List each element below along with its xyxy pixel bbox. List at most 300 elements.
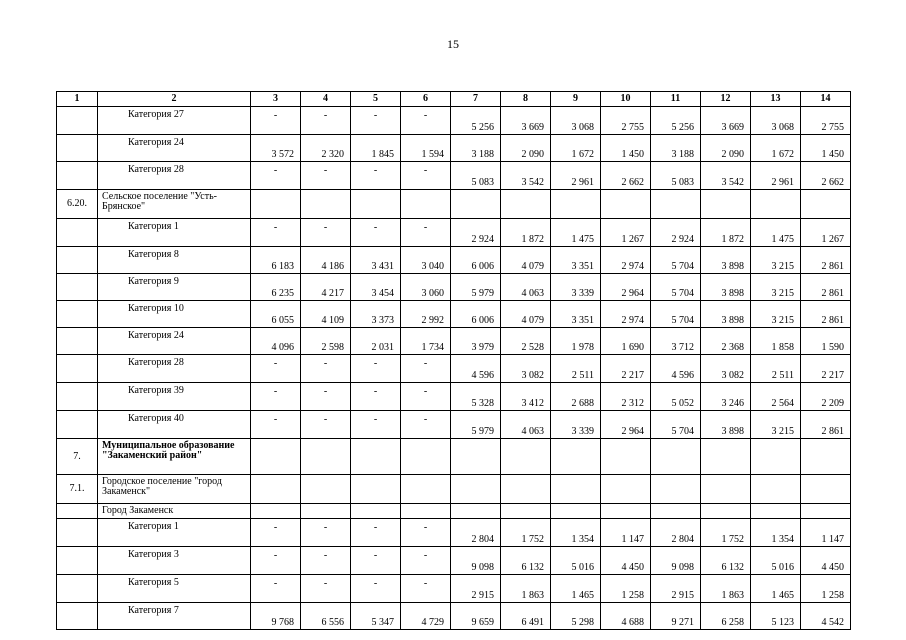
value-cell: - (401, 107, 451, 135)
value-cell: 2 992 (401, 301, 451, 328)
value-cell: 3 040 (401, 247, 451, 274)
value-cell (601, 504, 651, 519)
value-cell: 1 858 (751, 328, 801, 355)
value-cell: 3 898 (701, 411, 751, 439)
row-name: Категория 24 (98, 328, 251, 355)
value-cell: 4 063 (501, 411, 551, 439)
value-cell: 2 312 (601, 383, 651, 411)
value-cell: 1 354 (751, 519, 801, 547)
value-cell (551, 475, 601, 504)
value-cell: 3 068 (551, 107, 601, 135)
value-cell: 1 258 (601, 575, 651, 603)
value-cell (451, 190, 501, 219)
value-cell: 3 246 (701, 383, 751, 411)
column-header: 2 (98, 92, 251, 107)
value-cell: 2 368 (701, 328, 751, 355)
value-cell: 6 132 (701, 547, 751, 575)
value-cell: 2 804 (651, 519, 701, 547)
value-cell (301, 190, 351, 219)
column-header: 6 (401, 92, 451, 107)
row-name: Категория 10 (98, 301, 251, 328)
value-cell: - (251, 383, 301, 411)
value-cell (651, 475, 701, 504)
value-cell: 2 662 (601, 162, 651, 190)
value-cell: 4 079 (501, 301, 551, 328)
row-name: Категория 9 (98, 274, 251, 301)
value-cell (701, 190, 751, 219)
value-cell (701, 504, 751, 519)
value-cell: - (351, 519, 401, 547)
value-cell: 3 068 (751, 107, 801, 135)
value-cell: 5 704 (651, 301, 701, 328)
value-cell: 4 729 (401, 603, 451, 630)
value-cell: 9 659 (451, 603, 501, 630)
table-row (57, 383, 851, 411)
value-cell: 5 704 (651, 411, 701, 439)
value-cell: 4 542 (801, 603, 851, 630)
value-cell: 2 511 (751, 355, 801, 383)
value-cell (801, 504, 851, 519)
table-row (57, 328, 851, 355)
page-number: 15 (447, 37, 459, 51)
value-cell: 5 083 (451, 162, 501, 190)
value-cell: 1 267 (801, 219, 851, 247)
value-cell (551, 439, 601, 475)
table-row (57, 107, 851, 135)
value-cell: 4 063 (501, 274, 551, 301)
value-cell: 2 217 (801, 355, 851, 383)
value-cell: 3 188 (651, 135, 701, 162)
value-cell: 3 431 (351, 247, 401, 274)
value-cell: 5 979 (451, 411, 501, 439)
table-row (57, 603, 851, 630)
row-code (57, 247, 98, 274)
value-cell: 1 590 (801, 328, 851, 355)
value-cell: 5 347 (351, 603, 401, 630)
value-cell: 1 872 (501, 219, 551, 247)
value-cell: 2 564 (751, 383, 801, 411)
row-code (57, 328, 98, 355)
value-cell: 5 298 (551, 603, 601, 630)
value-cell: 2 511 (551, 355, 601, 383)
row-code (57, 504, 98, 519)
value-cell: 3 060 (401, 274, 451, 301)
value-cell: 3 542 (701, 162, 751, 190)
value-cell: 5 256 (451, 107, 501, 135)
value-cell (651, 190, 701, 219)
value-cell: 3 339 (551, 274, 601, 301)
value-cell: - (351, 547, 401, 575)
value-cell: 3 339 (551, 411, 601, 439)
value-cell: - (351, 162, 401, 190)
value-cell: 1 845 (351, 135, 401, 162)
value-cell: 3 454 (351, 274, 401, 301)
row-name: Категория 7 (98, 603, 251, 630)
row-code (57, 301, 98, 328)
value-cell: 4 450 (601, 547, 651, 575)
value-cell: 3 412 (501, 383, 551, 411)
value-cell (501, 475, 551, 504)
value-cell: - (401, 519, 451, 547)
table-row (57, 475, 851, 504)
row-name: Категория 3 (98, 547, 251, 575)
value-cell: 5 704 (651, 247, 701, 274)
row-name: Категория 1 (98, 219, 251, 247)
column-header: 3 (251, 92, 301, 107)
value-cell: 1 258 (801, 575, 851, 603)
value-cell (451, 475, 501, 504)
value-cell (451, 504, 501, 519)
row-name: Категория 28 (98, 355, 251, 383)
value-cell: 2 090 (701, 135, 751, 162)
column-header: 7 (451, 92, 501, 107)
value-cell (501, 190, 551, 219)
table-row (57, 274, 851, 301)
column-header: 5 (351, 92, 401, 107)
table-row (57, 519, 851, 547)
value-cell: 4 186 (301, 247, 351, 274)
table-row (57, 547, 851, 575)
value-cell: 1 690 (601, 328, 651, 355)
value-cell: 2 688 (551, 383, 601, 411)
value-cell: 9 271 (651, 603, 701, 630)
value-cell (401, 439, 451, 475)
row-code (57, 107, 98, 135)
value-cell: 1 475 (551, 219, 601, 247)
value-cell (301, 439, 351, 475)
value-cell: 4 109 (301, 301, 351, 328)
value-cell: 3 898 (701, 301, 751, 328)
table-row (57, 575, 851, 603)
value-cell: 2 924 (451, 219, 501, 247)
value-cell: 1 752 (501, 519, 551, 547)
row-name: Категория 39 (98, 383, 251, 411)
value-cell: 6 235 (251, 274, 301, 301)
value-cell (751, 190, 801, 219)
value-cell: 3 542 (501, 162, 551, 190)
value-cell: 5 704 (651, 274, 701, 301)
value-cell (601, 439, 651, 475)
value-cell (351, 190, 401, 219)
value-cell: 2 861 (801, 301, 851, 328)
value-cell: - (301, 383, 351, 411)
value-cell: 1 465 (751, 575, 801, 603)
column-header: 14 (801, 92, 851, 107)
value-cell: 4 450 (801, 547, 851, 575)
value-cell (501, 504, 551, 519)
value-cell: 6 183 (251, 247, 301, 274)
value-cell: 3 215 (751, 301, 801, 328)
row-code (57, 355, 98, 383)
value-cell (751, 475, 801, 504)
value-cell (251, 190, 301, 219)
value-cell (351, 504, 401, 519)
value-cell: 5 979 (451, 274, 501, 301)
row-code (57, 274, 98, 301)
row-name: Категория 24 (98, 135, 251, 162)
table-row (57, 355, 851, 383)
table-row (57, 190, 851, 219)
value-cell: 4 596 (651, 355, 701, 383)
value-cell (401, 475, 451, 504)
value-cell: 3 898 (701, 247, 751, 274)
value-cell: - (401, 162, 451, 190)
value-cell: - (301, 519, 351, 547)
value-cell: 6 006 (451, 247, 501, 274)
column-header: 8 (501, 92, 551, 107)
value-cell: 5 016 (751, 547, 801, 575)
value-cell (651, 504, 701, 519)
value-cell: 1 672 (751, 135, 801, 162)
value-cell: 2 974 (601, 247, 651, 274)
value-cell: - (251, 219, 301, 247)
column-header: 11 (651, 92, 701, 107)
value-cell: 2 964 (601, 274, 651, 301)
value-cell: 3 351 (551, 247, 601, 274)
value-cell: - (351, 575, 401, 603)
value-cell: 3 669 (701, 107, 751, 135)
value-cell: 2 528 (501, 328, 551, 355)
value-cell: 2 861 (801, 247, 851, 274)
column-header: 10 (601, 92, 651, 107)
value-cell (601, 190, 651, 219)
value-cell: - (301, 411, 351, 439)
value-cell: 1 863 (501, 575, 551, 603)
value-cell: 1 465 (551, 575, 601, 603)
value-cell: 3 979 (451, 328, 501, 355)
value-cell: - (251, 411, 301, 439)
value-cell (351, 475, 401, 504)
value-cell: - (401, 355, 451, 383)
value-cell: 1 267 (601, 219, 651, 247)
value-cell (751, 504, 801, 519)
value-cell: 3 082 (501, 355, 551, 383)
value-cell: 6 006 (451, 301, 501, 328)
value-cell: 1 863 (701, 575, 751, 603)
value-cell: 1 752 (701, 519, 751, 547)
value-cell: 6 556 (301, 603, 351, 630)
value-cell: 2 217 (601, 355, 651, 383)
value-cell: - (251, 519, 301, 547)
value-cell: - (401, 411, 451, 439)
value-cell: 5 123 (751, 603, 801, 630)
row-name: Категория 27 (98, 107, 251, 135)
value-cell: - (351, 107, 401, 135)
column-header: 12 (701, 92, 751, 107)
value-cell: - (301, 355, 351, 383)
value-cell: 9 098 (651, 547, 701, 575)
value-cell: 4 079 (501, 247, 551, 274)
row-name: Муниципальное образование "Закаменский район" (98, 439, 251, 475)
value-cell: 1 147 (801, 519, 851, 547)
value-cell: 6 132 (501, 547, 551, 575)
value-cell: 3 188 (451, 135, 501, 162)
value-cell: 1 475 (751, 219, 801, 247)
value-cell: - (251, 355, 301, 383)
row-code (57, 603, 98, 630)
value-cell: - (301, 575, 351, 603)
column-header: 9 (551, 92, 601, 107)
value-cell: 3 351 (551, 301, 601, 328)
table-row (57, 301, 851, 328)
value-cell: 3 373 (351, 301, 401, 328)
value-cell: 1 147 (601, 519, 651, 547)
value-cell: 1 450 (601, 135, 651, 162)
value-cell: 2 662 (801, 162, 851, 190)
row-name: Категория 28 (98, 162, 251, 190)
row-code (57, 547, 98, 575)
value-cell: 2 755 (601, 107, 651, 135)
value-cell: - (301, 107, 351, 135)
value-cell: - (401, 575, 451, 603)
row-name: Категория 1 (98, 519, 251, 547)
row-name: Категория 40 (98, 411, 251, 439)
value-cell: - (401, 383, 451, 411)
value-cell (251, 475, 301, 504)
value-cell: 5 052 (651, 383, 701, 411)
value-cell: 3 082 (701, 355, 751, 383)
value-cell: 9 098 (451, 547, 501, 575)
value-cell: - (401, 547, 451, 575)
row-code: 7. (57, 439, 98, 475)
value-cell: - (401, 219, 451, 247)
table-row (57, 135, 851, 162)
tariff-table (56, 91, 851, 630)
value-cell: 2 320 (301, 135, 351, 162)
value-cell: - (351, 219, 401, 247)
value-cell: 1 594 (401, 135, 451, 162)
value-cell (501, 439, 551, 475)
value-cell: 2 861 (801, 274, 851, 301)
value-cell (551, 190, 601, 219)
value-cell (801, 190, 851, 219)
row-name: Городское поселение "город Закаменск" (98, 475, 251, 504)
value-cell: 6 258 (701, 603, 751, 630)
value-cell: 2 598 (301, 328, 351, 355)
value-cell (701, 439, 751, 475)
value-cell: 2 804 (451, 519, 501, 547)
row-code: 6.20. (57, 190, 98, 219)
value-cell: 4 217 (301, 274, 351, 301)
table-row (57, 504, 851, 519)
value-cell (701, 475, 751, 504)
value-cell: 2 090 (501, 135, 551, 162)
value-cell: 3 215 (751, 247, 801, 274)
value-cell: 2 915 (451, 575, 501, 603)
value-cell: - (251, 547, 301, 575)
value-cell: 1 978 (551, 328, 601, 355)
value-cell: 1 354 (551, 519, 601, 547)
value-cell: 4 096 (251, 328, 301, 355)
value-cell: 4 596 (451, 355, 501, 383)
value-cell (601, 475, 651, 504)
row-code (57, 162, 98, 190)
value-cell: - (251, 107, 301, 135)
value-cell: 2 961 (551, 162, 601, 190)
value-cell (401, 190, 451, 219)
value-cell: 5 256 (651, 107, 701, 135)
value-cell (251, 504, 301, 519)
column-header: 13 (751, 92, 801, 107)
value-cell (251, 439, 301, 475)
value-cell (401, 504, 451, 519)
value-cell: 5 083 (651, 162, 701, 190)
value-cell: 9 768 (251, 603, 301, 630)
value-cell: 2 861 (801, 411, 851, 439)
header-row (57, 92, 851, 107)
row-name: Категория 5 (98, 575, 251, 603)
table-row (57, 247, 851, 274)
value-cell (801, 439, 851, 475)
value-cell (751, 439, 801, 475)
value-cell: 1 734 (401, 328, 451, 355)
value-cell: 3 572 (251, 135, 301, 162)
row-code (57, 219, 98, 247)
row-code (57, 135, 98, 162)
value-cell: 2 924 (651, 219, 701, 247)
value-cell: - (301, 547, 351, 575)
value-cell: 1 872 (701, 219, 751, 247)
value-cell (351, 439, 401, 475)
row-code: 7.1. (57, 475, 98, 504)
value-cell: 6 491 (501, 603, 551, 630)
value-cell: 3 712 (651, 328, 701, 355)
value-cell (451, 439, 501, 475)
value-cell: 3 215 (751, 411, 801, 439)
row-name: Категория 8 (98, 247, 251, 274)
value-cell: 3 215 (751, 274, 801, 301)
value-cell: 5 328 (451, 383, 501, 411)
value-cell: 5 016 (551, 547, 601, 575)
value-cell (551, 504, 601, 519)
value-cell (301, 475, 351, 504)
value-cell: 2 915 (651, 575, 701, 603)
value-cell: 3 669 (501, 107, 551, 135)
value-cell: 6 055 (251, 301, 301, 328)
value-cell (801, 475, 851, 504)
value-cell: 2 961 (751, 162, 801, 190)
value-cell: 1 672 (551, 135, 601, 162)
value-cell: - (251, 162, 301, 190)
value-cell: 2 974 (601, 301, 651, 328)
row-code (57, 411, 98, 439)
value-cell: - (351, 411, 401, 439)
table-row (57, 411, 851, 439)
value-cell: 2 755 (801, 107, 851, 135)
value-cell: - (351, 355, 401, 383)
column-header: 4 (301, 92, 351, 107)
row-code (57, 519, 98, 547)
row-name: Сельское поселение "Усть-Брянское" (98, 190, 251, 219)
value-cell: 4 688 (601, 603, 651, 630)
value-cell (651, 439, 701, 475)
value-cell: - (251, 575, 301, 603)
value-cell: - (351, 383, 401, 411)
value-cell: 1 450 (801, 135, 851, 162)
value-cell: - (301, 219, 351, 247)
row-name: Город Закаменск (98, 504, 251, 519)
value-cell: 2 031 (351, 328, 401, 355)
value-cell: 3 898 (701, 274, 751, 301)
row-code (57, 383, 98, 411)
row-code (57, 575, 98, 603)
column-header: 1 (57, 92, 98, 107)
value-cell: 2 209 (801, 383, 851, 411)
table-row (57, 439, 851, 475)
value-cell (301, 504, 351, 519)
value-cell: - (301, 162, 351, 190)
table-row (57, 162, 851, 190)
